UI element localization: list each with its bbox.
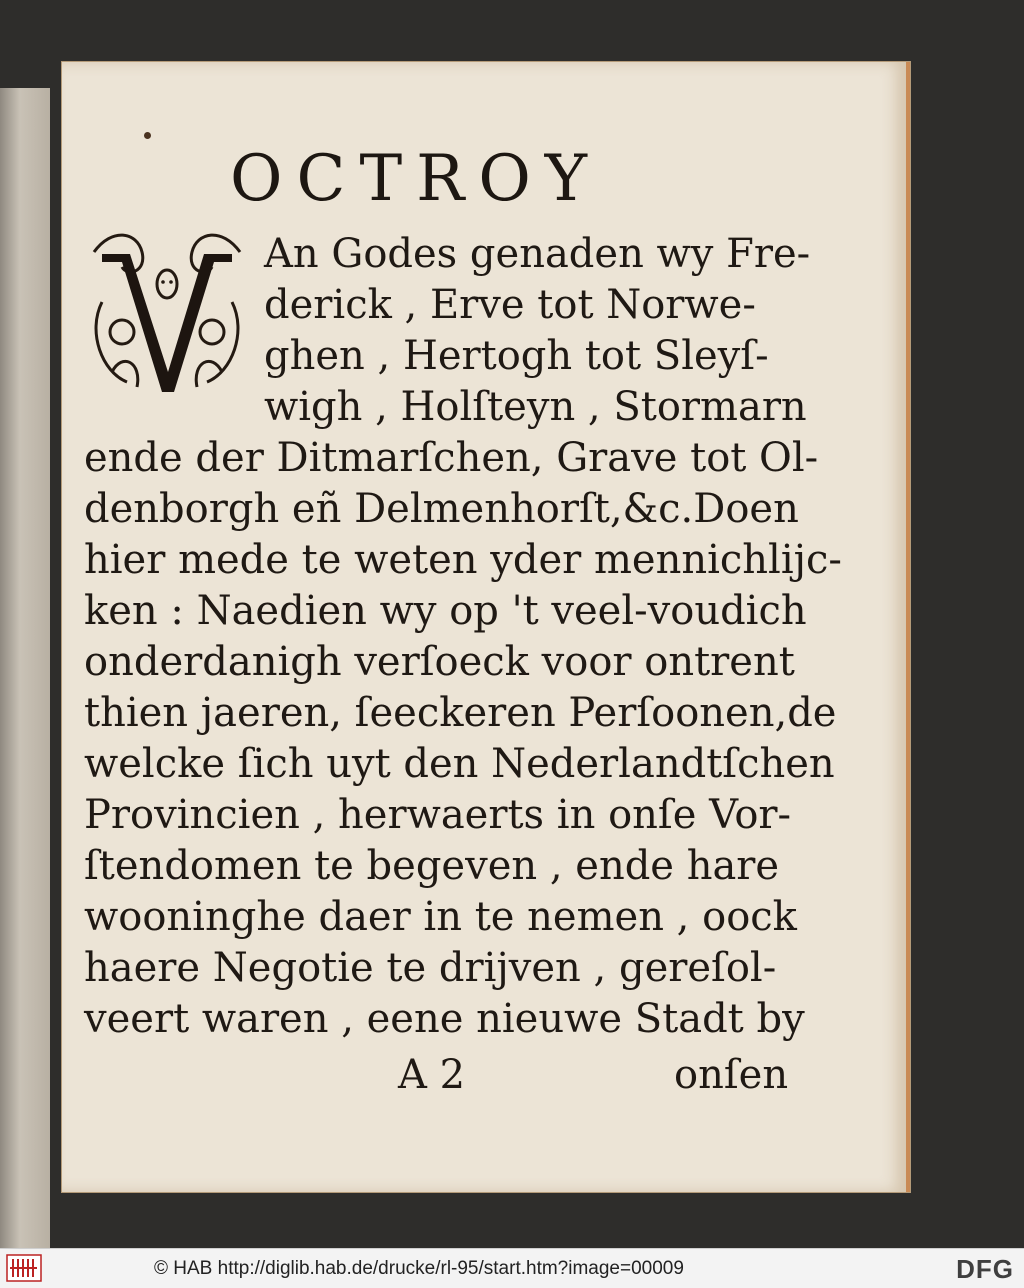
text-line-7: hier mede te weten yder mennichlijc- (84, 537, 842, 583)
text-line-1: An Godes genaden wy Fre- (264, 231, 811, 277)
previous-page-bleed (2, 228, 46, 287)
page-title: OCTROY (230, 142, 602, 216)
text-line-2: derick , Erve tot Norwe- (264, 282, 756, 328)
text-line-15: haere Negotie te drijven , gereſol- (84, 945, 777, 991)
text-line-10: thien jaeren, ſeeckeren Perſoonen,de (84, 690, 837, 736)
text-line-11: welcke ſich uyt den Nederlandtſchen (84, 741, 835, 787)
previous-page-edge (0, 88, 50, 1248)
dfg-logo: DFG (956, 1254, 1014, 1284)
text-line-14: wooninghe daer in te nemen , oock (84, 894, 797, 940)
signature-mark: A 2 (398, 1052, 466, 1098)
book-page (62, 62, 910, 1192)
text-line-4: wigh , Holſteyn , Stormarn (264, 384, 807, 430)
hab-logo-icon (6, 1254, 42, 1282)
text-line-3: ghen , Hertogh tot Sleyſ- (264, 333, 769, 379)
viewer-footer (0, 1248, 1024, 1288)
text-line-16: veert waren , eene nieuwe Stadt by (84, 996, 805, 1042)
text-line-6: denborgh eñ Delmenhorſt,&c.Doen (84, 486, 799, 532)
text-line-12: Provincien , herwaerts in onſe Vor- (84, 792, 792, 838)
text-line-5: ende der Ditmarſchen, Grave tot Ol- (84, 435, 819, 481)
text-line-8: ken : Naedien wy op 't veel-voudich (84, 588, 807, 634)
text-line-9: onderdanigh verſoeck voor ontrent (84, 639, 795, 685)
catchword: onſen (674, 1052, 789, 1098)
paper-spot (144, 132, 151, 139)
decorated-initial-icon (82, 222, 252, 402)
source-link[interactable]: © HAB http://diglib.hab.de/drucke/rl-95/start.htm?image=00009 (154, 1258, 684, 1279)
text-line-13: ſtendomen te begeven , ende hare (84, 843, 780, 889)
